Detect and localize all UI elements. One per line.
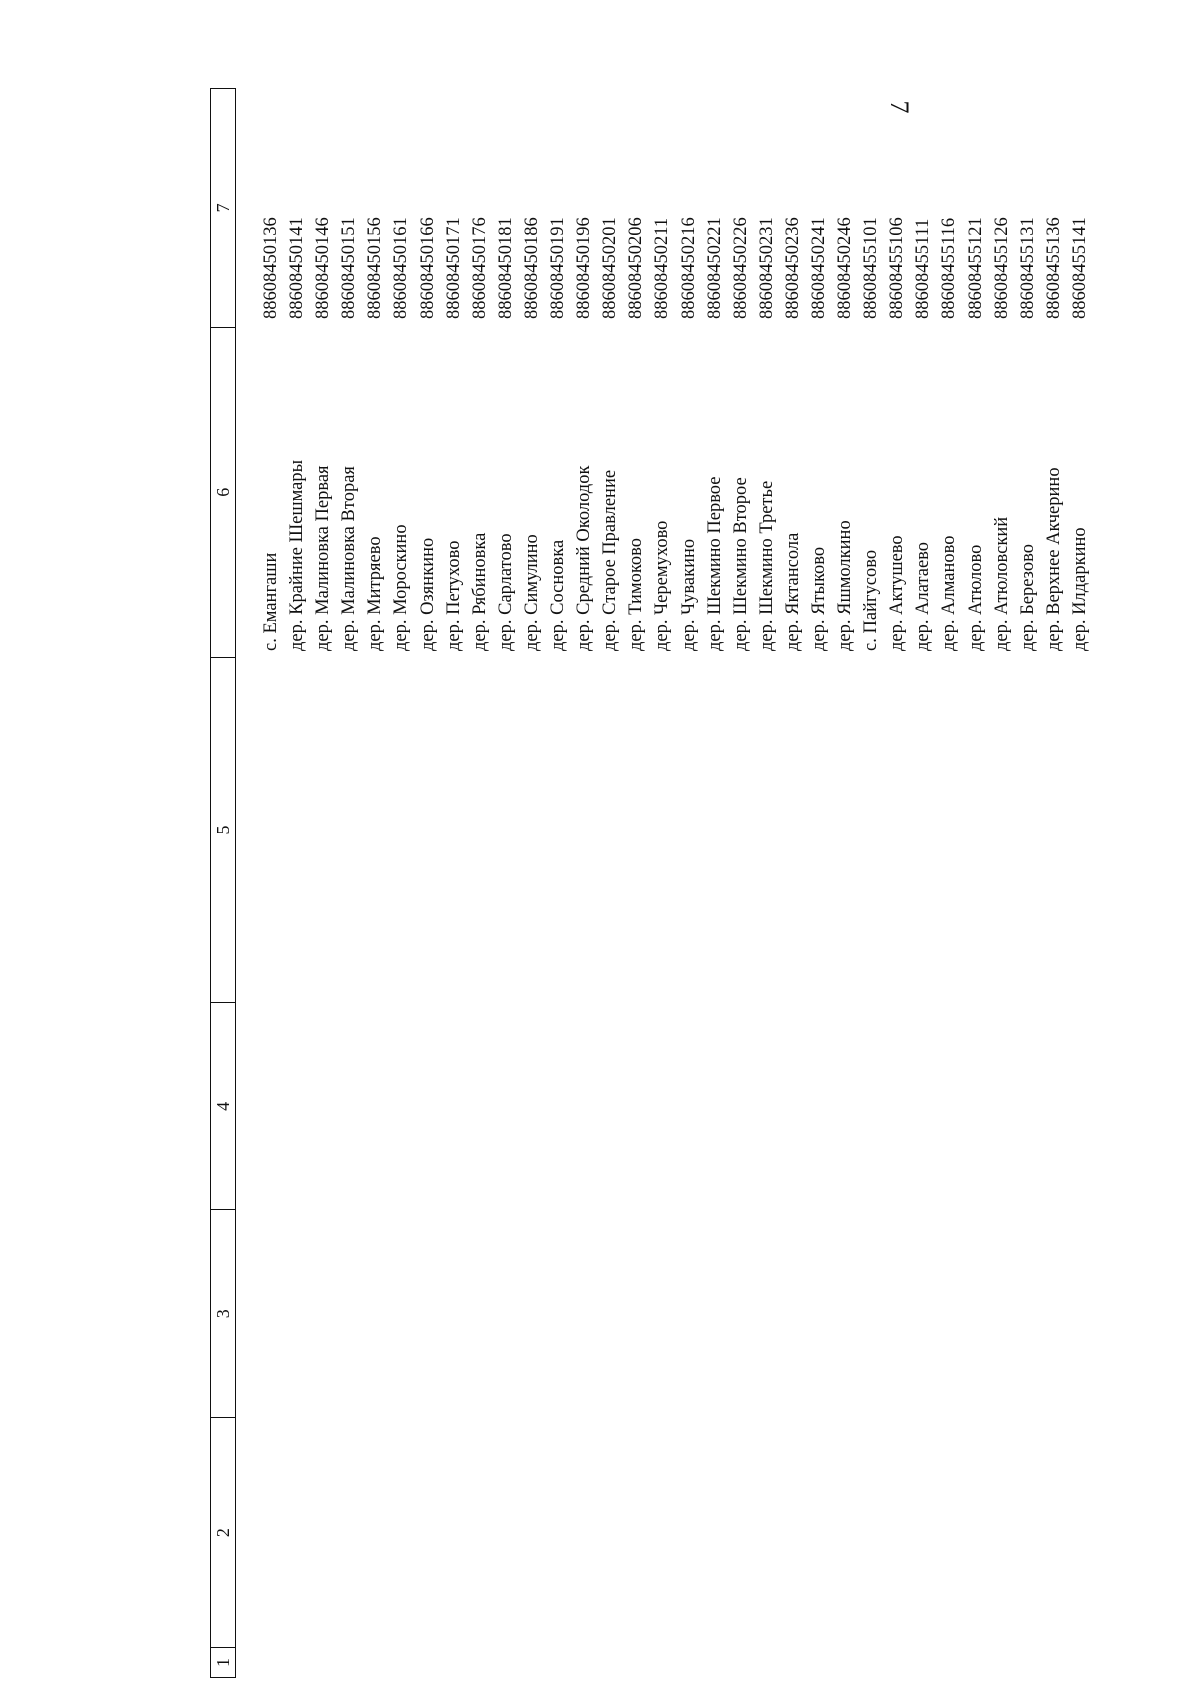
empty-cell	[362, 1210, 388, 1418]
oktmo-code: 88608455121	[965, 217, 986, 319]
empty-cell	[519, 1003, 545, 1210]
empty-cell	[676, 1210, 702, 1418]
empty-cell	[258, 1418, 284, 1648]
settlement-name: дер. Илдаркино	[1069, 527, 1090, 651]
empty-cell	[388, 1210, 414, 1418]
empty-cell	[284, 1210, 310, 1418]
table-body	[236, 88, 1093, 1678]
empty-cell	[884, 1418, 910, 1648]
table-row	[806, 88, 832, 1678]
table-row	[545, 88, 571, 1678]
empty-cell	[545, 1210, 571, 1418]
empty-cell	[702, 1418, 728, 1648]
empty-cell	[310, 657, 336, 1003]
settlement-name: дер. Мороскино	[391, 524, 412, 651]
settlement-name: дер. Сарлатово	[495, 533, 516, 651]
settlement-name: дер. Старое Правление	[600, 469, 621, 651]
settlement-name: дер. Малиновка Первая	[313, 465, 334, 651]
empty-cell	[415, 1210, 441, 1418]
empty-cell	[362, 657, 388, 1003]
empty-cell	[388, 1003, 414, 1210]
settlement-name: дер. Крайние Шешмары	[287, 459, 308, 651]
empty-cell	[1067, 1003, 1093, 1210]
empty-cell	[467, 1210, 493, 1418]
empty-cell	[858, 1648, 884, 1678]
empty-cell	[336, 1003, 362, 1210]
empty-cell	[728, 1418, 754, 1648]
empty-cell	[806, 1418, 832, 1648]
table-row	[336, 88, 362, 1678]
empty-cell	[310, 1210, 336, 1418]
oktmo-code: 88608450151	[339, 217, 360, 319]
table-row	[1067, 88, 1093, 1678]
empty-cell	[310, 1418, 336, 1648]
table-row	[493, 88, 519, 1678]
oktmo-code: 88608450146	[313, 217, 334, 319]
settlement-name: дер. Шекмино Первое	[704, 476, 725, 651]
empty-cell	[884, 1210, 910, 1418]
empty-cell	[441, 1003, 467, 1210]
empty-cell	[858, 657, 884, 1003]
empty-cell	[728, 657, 754, 1003]
oktmo-code: 88608450171	[443, 217, 464, 319]
empty-cell	[441, 1648, 467, 1678]
empty-cell	[597, 1003, 623, 1210]
empty-cell	[884, 1003, 910, 1210]
empty-cell	[676, 657, 702, 1003]
table-row	[702, 88, 728, 1678]
table-row	[441, 88, 467, 1678]
empty-cell	[284, 1418, 310, 1648]
oktmo-code: 88608455131	[1017, 217, 1038, 319]
settlement-name: дер. Березово	[1017, 544, 1038, 651]
empty-cell	[571, 1648, 597, 1678]
empty-cell	[1015, 1210, 1041, 1418]
empty-cell	[467, 1418, 493, 1648]
table-row	[284, 88, 310, 1678]
empty-cell	[806, 657, 832, 1003]
oktmo-code: 88608450161	[391, 217, 412, 319]
empty-cell	[910, 1210, 936, 1418]
empty-cell	[1041, 1648, 1067, 1678]
oktmo-code: 88608455101	[861, 217, 882, 319]
empty-cell	[571, 1210, 597, 1418]
table-row	[910, 88, 936, 1678]
empty-cell	[936, 1003, 962, 1210]
table-row	[258, 88, 284, 1678]
settlement-name: дер. Актушево	[887, 535, 908, 651]
empty-cell	[910, 1003, 936, 1210]
empty-cell	[493, 657, 519, 1003]
oktmo-code: 88608455126	[991, 217, 1012, 319]
empty-cell	[415, 1418, 441, 1648]
settlement-name: дер. Малиновка Вторая	[339, 466, 360, 651]
empty-cell	[1041, 1210, 1067, 1418]
settlement-name: дер. Шекмино Третье	[756, 480, 777, 651]
header-col-7: 7	[211, 88, 235, 327]
empty-cell	[258, 1210, 284, 1418]
settlement-name: дер. Озянкино	[417, 537, 438, 651]
empty-cell	[936, 1210, 962, 1418]
oktmo-code: 88608450226	[730, 217, 751, 319]
empty-cell	[1015, 1418, 1041, 1648]
oktmo-code: 88608450231	[756, 217, 777, 319]
empty-cell	[545, 1648, 571, 1678]
empty-cell	[832, 657, 858, 1003]
empty-cell	[545, 657, 571, 1003]
empty-cell	[623, 657, 649, 1003]
empty-cell	[858, 1418, 884, 1648]
empty-cell	[806, 1210, 832, 1418]
empty-cell	[519, 1210, 545, 1418]
empty-cell	[597, 1210, 623, 1418]
header-col-2: 2	[211, 1417, 235, 1647]
empty-cell	[780, 1418, 806, 1648]
empty-cell	[571, 1418, 597, 1648]
settlement-name: дер. Рябиновка	[469, 532, 490, 651]
empty-cell	[467, 1003, 493, 1210]
empty-cell	[936, 1648, 962, 1678]
table-row	[571, 88, 597, 1678]
oktmo-code: 88608450181	[495, 217, 516, 319]
empty-cell	[362, 1418, 388, 1648]
oktmo-code: 88608450176	[469, 217, 490, 319]
empty-cell	[1067, 1210, 1093, 1418]
empty-cell	[519, 1418, 545, 1648]
empty-cell	[493, 1003, 519, 1210]
table-row	[310, 88, 336, 1678]
table-row	[936, 88, 962, 1678]
oktmo-code: 88608450141	[287, 217, 308, 319]
empty-cell	[754, 1648, 780, 1678]
empty-cell	[597, 657, 623, 1003]
table-row	[754, 88, 780, 1678]
oktmo-code: 88608450236	[782, 217, 803, 319]
empty-cell	[910, 1418, 936, 1648]
empty-cell	[832, 1418, 858, 1648]
settlement-name: дер. Яшмолкино	[835, 520, 856, 651]
empty-cell	[832, 1648, 858, 1678]
settlement-name: дер. Сосновка	[548, 539, 569, 651]
empty-cell	[754, 1418, 780, 1648]
empty-cell	[754, 657, 780, 1003]
oktmo-code: 88608450216	[678, 217, 699, 319]
empty-cell	[362, 1003, 388, 1210]
empty-cell	[806, 1003, 832, 1210]
empty-cell	[806, 1648, 832, 1678]
empty-cell	[728, 1648, 754, 1678]
empty-cell	[467, 657, 493, 1003]
empty-cell	[728, 1210, 754, 1418]
settlement-name: дер. Алманово	[939, 535, 960, 651]
empty-cell	[258, 1003, 284, 1210]
empty-cell	[989, 1210, 1015, 1418]
empty-cell	[1041, 1003, 1067, 1210]
empty-cell	[754, 1210, 780, 1418]
oktmo-code: 88608450191	[548, 217, 569, 319]
empty-cell	[441, 657, 467, 1003]
empty-cell	[702, 1210, 728, 1418]
oktmo-code: 88608450201	[600, 217, 621, 319]
settlement-name: дер. Шекмино Второе	[730, 477, 751, 651]
oktmo-code: 88608450241	[808, 217, 829, 319]
oktmo-code: 88608455141	[1069, 217, 1090, 319]
empty-cell	[441, 1418, 467, 1648]
empty-cell	[1015, 657, 1041, 1003]
table-row	[676, 88, 702, 1678]
empty-cell	[963, 657, 989, 1003]
empty-cell	[989, 1648, 1015, 1678]
empty-cell	[963, 1648, 989, 1678]
oktmo-code: 88608455111	[913, 218, 934, 319]
table-header-row	[210, 88, 236, 1678]
empty-cell	[1067, 1648, 1093, 1678]
empty-cell	[780, 1003, 806, 1210]
empty-cell	[910, 1648, 936, 1678]
empty-cell	[780, 1648, 806, 1678]
oktmo-code: 88608450246	[835, 217, 856, 319]
empty-cell	[963, 1210, 989, 1418]
empty-cell	[989, 1418, 1015, 1648]
empty-cell	[571, 1003, 597, 1210]
oktmo-code: 88608455136	[1043, 217, 1064, 319]
oktmo-code: 88608450211	[652, 217, 673, 319]
empty-cell	[649, 1418, 675, 1648]
empty-cell	[597, 1648, 623, 1678]
empty-cell	[258, 657, 284, 1003]
empty-cell	[415, 1003, 441, 1210]
empty-cell	[989, 1003, 1015, 1210]
empty-cell	[936, 1418, 962, 1648]
empty-cell	[858, 1003, 884, 1210]
settlement-name: дер. Симулино	[521, 534, 542, 651]
empty-cell	[832, 1210, 858, 1418]
empty-cell	[1067, 657, 1093, 1003]
oktmo-code: 88608450186	[521, 217, 542, 319]
empty-cell	[989, 657, 1015, 1003]
empty-cell	[702, 1648, 728, 1678]
oktmo-code: 88608455106	[887, 217, 908, 319]
empty-cell	[858, 1210, 884, 1418]
table-row	[649, 88, 675, 1678]
table-row	[780, 88, 806, 1678]
settlement-name: дер. Тимоково	[626, 538, 647, 651]
empty-cell	[1015, 1648, 1041, 1678]
settlement-name: дер. Чувакино	[678, 538, 699, 651]
table-row	[415, 88, 441, 1678]
table-row	[832, 88, 858, 1678]
page-number: 7	[885, 100, 914, 114]
empty-cell	[780, 1210, 806, 1418]
empty-cell	[493, 1648, 519, 1678]
empty-cell	[362, 1648, 388, 1678]
settlement-table	[210, 88, 1090, 1678]
empty-cell	[519, 657, 545, 1003]
settlement-name: дер. Ятыково	[808, 546, 829, 651]
table-row	[728, 88, 754, 1678]
empty-cell	[963, 1418, 989, 1648]
oktmo-code: 88608455116	[939, 217, 960, 319]
empty-cell	[649, 1003, 675, 1210]
header-col-1: 1	[211, 1647, 235, 1677]
empty-cell	[754, 1003, 780, 1210]
empty-cell	[310, 1003, 336, 1210]
oktmo-code: 88608450156	[365, 217, 386, 319]
header-col-4: 4	[211, 1002, 235, 1209]
empty-cell	[936, 657, 962, 1003]
empty-cell	[493, 1210, 519, 1418]
empty-cell	[441, 1210, 467, 1418]
table-row	[1041, 88, 1067, 1678]
settlement-name: дер. Средний Околодок	[574, 465, 595, 651]
table-row	[388, 88, 414, 1678]
table-row	[989, 88, 1015, 1678]
empty-cell	[284, 1003, 310, 1210]
empty-cell	[910, 657, 936, 1003]
empty-cell	[284, 657, 310, 1003]
empty-cell	[676, 1418, 702, 1648]
oktmo-code: 88608450166	[417, 217, 438, 319]
table-row	[884, 88, 910, 1678]
empty-cell	[336, 1648, 362, 1678]
empty-cell	[571, 657, 597, 1003]
empty-cell	[388, 1418, 414, 1648]
empty-cell	[545, 1418, 571, 1648]
empty-cell	[623, 1648, 649, 1678]
settlement-name: дер. Митряево	[365, 536, 386, 651]
empty-cell	[649, 1648, 675, 1678]
settlement-name: дер. Атюловский	[991, 516, 1012, 651]
empty-cell	[623, 1003, 649, 1210]
table-row	[623, 88, 649, 1678]
oktmo-code: 88608450196	[574, 217, 595, 319]
empty-cell	[1015, 1003, 1041, 1210]
settlement-name: с. Пайгусово	[861, 549, 882, 651]
empty-cell	[780, 657, 806, 1003]
settlement-name: дер. Алатаево	[913, 541, 934, 651]
header-col-6: 6	[211, 327, 235, 657]
empty-cell	[388, 657, 414, 1003]
empty-cell	[415, 657, 441, 1003]
empty-cell	[467, 1648, 493, 1678]
header-col-5: 5	[211, 657, 235, 1003]
empty-cell	[832, 1003, 858, 1210]
table-row	[1015, 88, 1041, 1678]
table-row	[362, 88, 388, 1678]
table-row	[858, 88, 884, 1678]
empty-cell	[963, 1003, 989, 1210]
settlement-name: дер. Черемухово	[652, 520, 673, 651]
empty-cell	[258, 1648, 284, 1678]
settlement-name: с. Емангаши	[261, 552, 281, 651]
empty-cell	[702, 657, 728, 1003]
empty-cell	[676, 1003, 702, 1210]
settlement-name: дер. Яктансола	[782, 532, 803, 651]
oktmo-code: 88608450206	[626, 217, 647, 319]
table-row	[597, 88, 623, 1678]
empty-cell	[649, 1210, 675, 1418]
empty-cell	[310, 1648, 336, 1678]
empty-cell	[597, 1418, 623, 1648]
empty-cell	[676, 1648, 702, 1678]
empty-cell	[493, 1418, 519, 1648]
empty-cell	[1067, 1418, 1093, 1648]
empty-cell	[545, 1003, 571, 1210]
empty-cell	[284, 1648, 310, 1678]
empty-cell	[1041, 1418, 1067, 1648]
empty-cell	[388, 1648, 414, 1678]
empty-cell	[728, 1003, 754, 1210]
settlement-name: дер. Атюлово	[965, 544, 986, 651]
header-col-3: 3	[211, 1209, 235, 1417]
empty-cell	[623, 1210, 649, 1418]
empty-cell	[519, 1648, 545, 1678]
empty-cell	[415, 1648, 441, 1678]
empty-cell	[884, 1648, 910, 1678]
table-row	[519, 88, 545, 1678]
oktmo-code: 88608450221	[704, 217, 725, 319]
settlement-name: дер. Верхнее Акчерино	[1043, 467, 1064, 651]
table-row	[963, 88, 989, 1678]
empty-cell	[884, 657, 910, 1003]
empty-cell	[1041, 657, 1067, 1003]
table-row	[467, 88, 493, 1678]
empty-cell	[649, 657, 675, 1003]
empty-cell	[336, 1210, 362, 1418]
empty-cell	[623, 1418, 649, 1648]
oktmo-code: 88608450136	[261, 217, 281, 319]
empty-cell	[336, 1418, 362, 1648]
empty-cell	[336, 657, 362, 1003]
settlement-name: дер. Петухово	[443, 540, 464, 651]
empty-cell	[702, 1003, 728, 1210]
